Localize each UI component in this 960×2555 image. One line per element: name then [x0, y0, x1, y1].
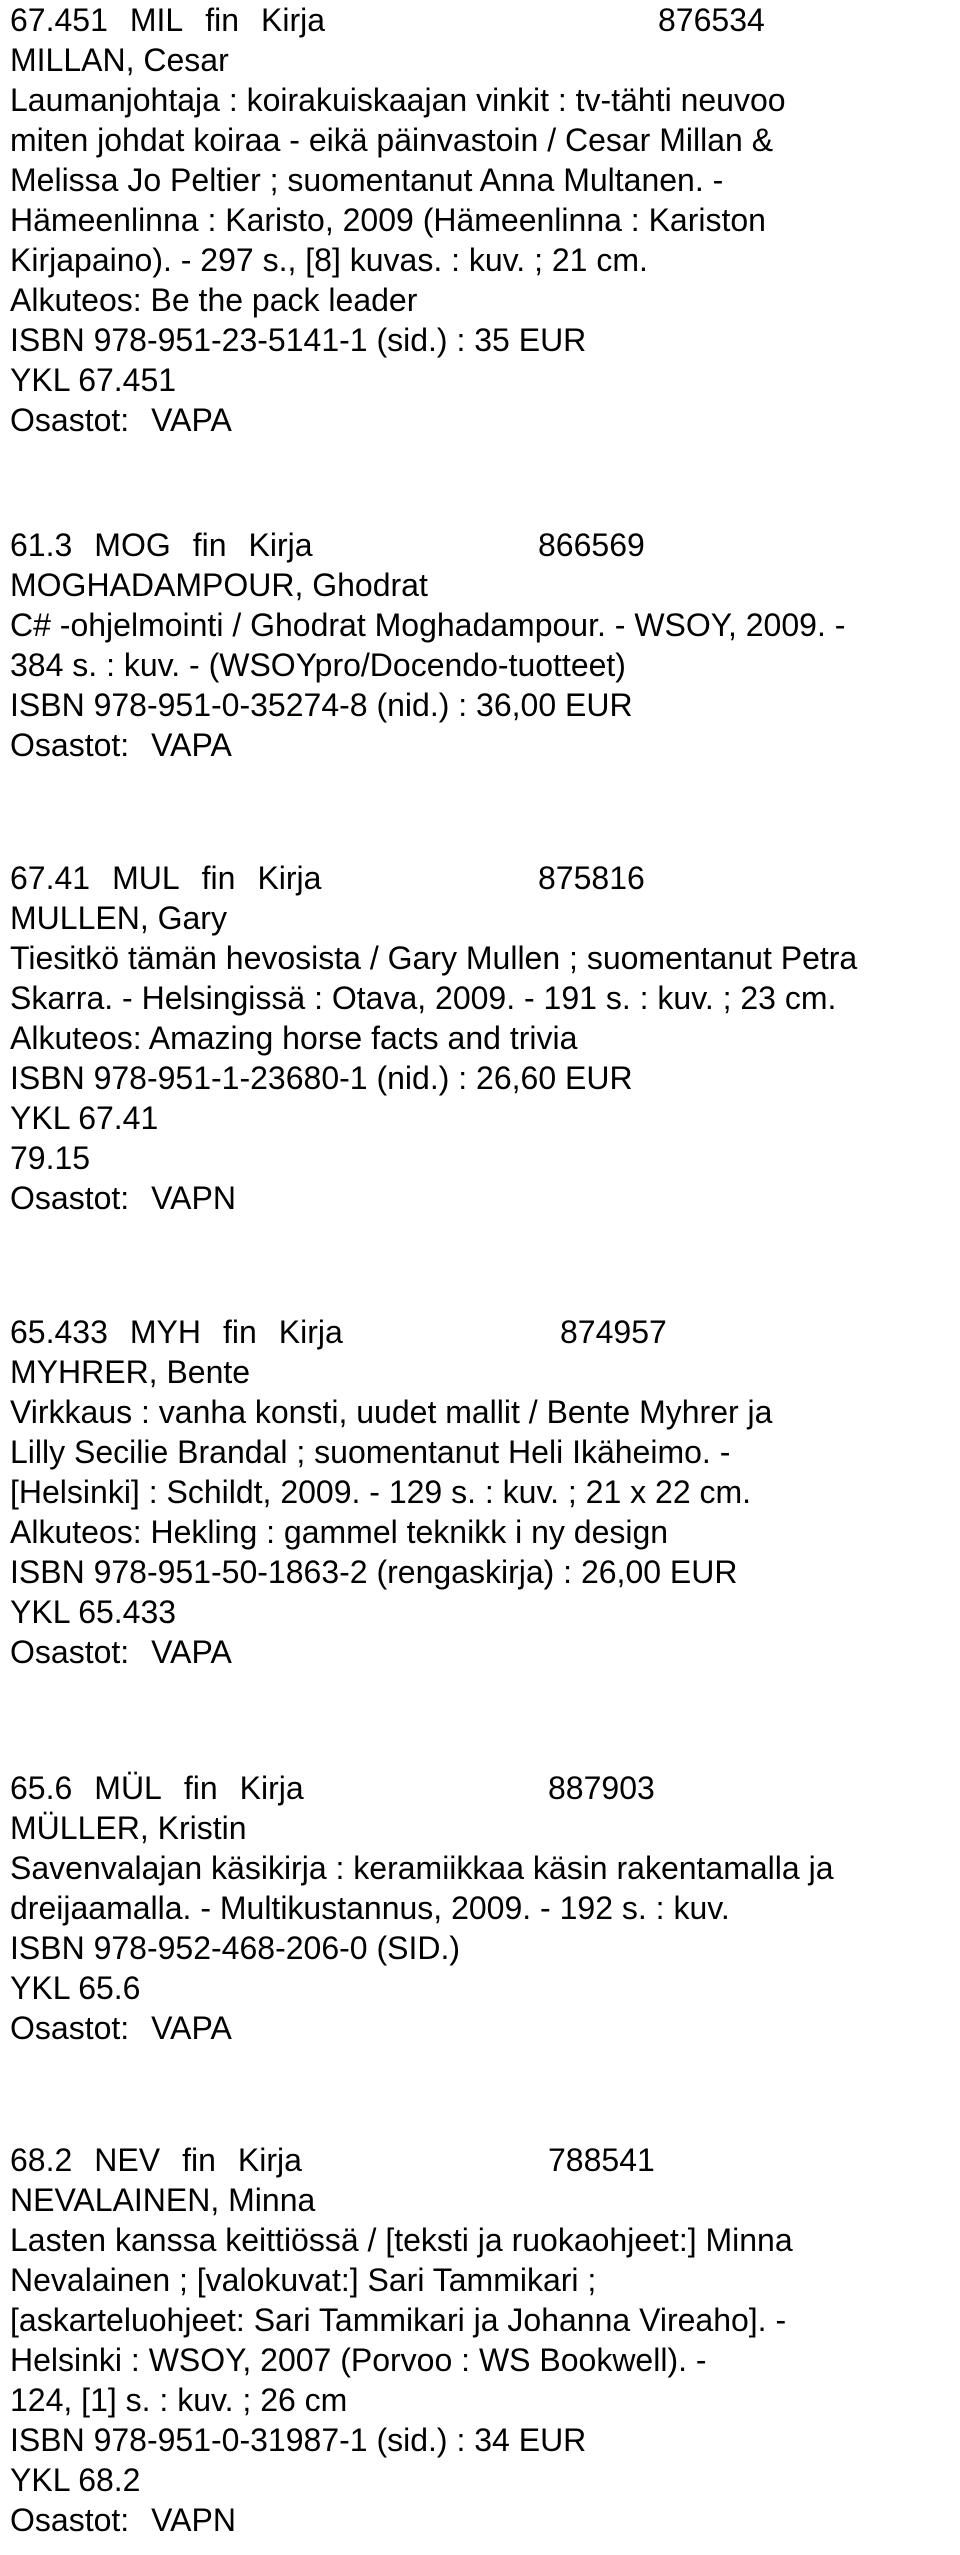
entry-code: MIL	[129, 2, 184, 38]
entry-language: fin	[222, 1314, 257, 1350]
entry-body-line: ISBN 978-951-1-23680-1 (nid.) : 26,60 EUR	[10, 1060, 633, 1096]
entry-body-line: Virkkaus : vanha konsti, uudet mallit / Bente Myhrer ja	[10, 1394, 773, 1430]
entry-body-line: Lasten kanssa keittiössä / [teksti ja ruokaohjeet:] Minna	[10, 2222, 793, 2258]
holdings-label: Osastot:	[10, 727, 130, 763]
entry-body-line: YKL 67.41	[10, 1100, 159, 1136]
entry-body-line: Melissa Jo Peltier ; suomentanut Anna Multanen. -	[10, 162, 724, 198]
catalog-entry	[10, 858, 950, 1218]
entry-holdings	[10, 2500, 950, 2540]
entry-language: fin	[205, 2, 240, 38]
holdings-value: VAPA	[151, 402, 232, 438]
entry-language: fin	[183, 1770, 218, 1806]
entry-holdings	[10, 1178, 950, 1218]
entry-code: MYH	[129, 1314, 201, 1350]
entry-heading-left	[10, 858, 321, 898]
catalog-entry	[10, 2140, 950, 2540]
entry-class: 65.433	[10, 1314, 108, 1350]
entry-heading	[10, 0, 950, 40]
entry-body-line: Hämeenlinna : Karisto, 2009 (Hämeenlinna : Kariston	[10, 202, 766, 238]
entry-type: Kirja	[239, 1770, 304, 1806]
catalog-entry	[10, 1312, 950, 1672]
entry-heading-left	[10, 525, 313, 565]
entry-body-line: Kirjapaino). - 297 s., [8] kuvas. : kuv. ; 21 cm.	[10, 242, 648, 278]
entry-body-line: ISBN 978-951-0-35274-8 (nid.) : 36,00 EUR	[10, 687, 633, 723]
entry-body-line: ISBN 978-951-0-31987-1 (sid.) : 34 EUR	[10, 2422, 587, 2458]
entry-language: fin	[182, 2142, 216, 2178]
entry-code: MÜL	[94, 1770, 162, 1806]
entry-body-line: Savenvalajan käsikirja : keramiikkaa käsin rakentamalla ja	[10, 1850, 834, 1886]
entry-body-line: Lilly Secilie Brandal ; suomentanut Heli Ikäheimo. -	[10, 1434, 731, 1470]
catalog-entry	[10, 525, 950, 765]
entry-author: MULLEN, Gary	[10, 900, 227, 936]
holdings-label: Osastot:	[10, 1634, 130, 1670]
entry-code: NEV	[94, 2142, 161, 2178]
holdings-value: VAPA	[151, 727, 232, 763]
entry-body-line: miten johdat koiraa - eikä päinvastoin / Cesar Millan &	[10, 122, 774, 158]
entry-heading	[10, 1768, 950, 1808]
entry-class: 65.6	[10, 1770, 73, 1806]
entry-body-line: YKL 65.433	[10, 1594, 177, 1630]
entry-language: fin	[192, 527, 227, 563]
entry-body-line: [askarteluohjeet: Sari Tammikari ja Johanna Vireaho]. -	[10, 2302, 787, 2338]
entry-body-line: [Helsinki] : Schildt, 2009. - 129 s. : kuv. ; 21 x 22 cm.	[10, 1474, 752, 1510]
entry-type: Kirja	[257, 860, 322, 896]
entry-type: Kirja	[261, 2, 326, 38]
entry-body-line: Skarra. - Helsingissä : Otava, 2009. - 191 s. : kuv. ; 23 cm.	[10, 980, 837, 1016]
entry-heading	[10, 1312, 950, 1352]
entry-type: Kirja	[237, 2142, 302, 2178]
entry-body-line: Helsinki : WSOY, 2007 (Porvoo : WS Bookwell). -	[10, 2342, 707, 2378]
entry-heading	[10, 2140, 950, 2180]
holdings-value: VAPN	[151, 1180, 236, 1216]
entry-body-line: ISBN 978-952-468-206-0 (SID.)	[10, 1930, 460, 1966]
entry-body-line: ISBN 978-951-50-1863-2 (rengaskirja) : 26,00 EUR	[10, 1554, 738, 1590]
entry-holdings	[10, 725, 950, 765]
entry-author: MILLAN, Cesar	[10, 42, 229, 78]
entry-language: fin	[201, 860, 236, 896]
entry-class: 67.41	[10, 860, 91, 896]
entry-heading-left	[10, 1768, 304, 1808]
entry-id: 876534	[658, 2, 765, 38]
entry-code: MUL	[112, 860, 180, 896]
entry-id: 887903	[548, 1770, 655, 1806]
entry-body-line: Alkuteos: Amazing horse facts and trivia	[10, 1020, 578, 1056]
entry-author: MOGHADAMPOUR, Ghodrat	[10, 567, 428, 603]
entry-type: Kirja	[278, 1314, 343, 1350]
entry-body-line: dreijaamalla. - Multikustannus, 2009. - 192 s. : kuv.	[10, 1890, 730, 1926]
entry-holdings	[10, 2008, 950, 2048]
entry-heading-left	[10, 2140, 302, 2180]
entry-class: 67.451	[10, 2, 108, 38]
holdings-value: VAPA	[151, 1634, 232, 1670]
holdings-label: Osastot:	[10, 402, 130, 438]
entry-id: 788541	[548, 2142, 655, 2178]
entry-type: Kirja	[248, 527, 313, 563]
entry-author: NEVALAINEN, Minna	[10, 2182, 316, 2218]
holdings-value: VAPN	[151, 2502, 236, 2538]
holdings-label: Osastot:	[10, 2502, 130, 2538]
entry-body-line: 384 s. : kuv. - (WSOYpro/Docendo-tuotteet)	[10, 647, 626, 683]
entry-body-line: Nevalainen ; [valokuvat:] Sari Tammikari ;	[10, 2262, 597, 2298]
entry-body-line: Alkuteos: Be the pack leader	[10, 282, 418, 318]
catalog-entry	[10, 1768, 950, 2048]
entry-body-line: YKL 68.2	[10, 2462, 141, 2498]
entry-author: MÜLLER, Kristin	[10, 1810, 247, 1846]
entry-body-line: C# -ohjelmointi / Ghodrat Moghadampour. - WSOY, 2009. -	[10, 607, 846, 643]
catalog-entry	[10, 0, 950, 440]
entry-body-line: Laumanjohtaja : koirakuiskaajan vinkit : tv-tähti neuvoo	[10, 82, 786, 118]
entry-body-line: YKL 65.6	[10, 1970, 141, 2006]
entry-holdings	[10, 1632, 950, 1672]
entry-id: 866569	[538, 527, 645, 563]
entry-code: MOG	[94, 527, 171, 563]
entry-id: 875816	[538, 860, 645, 896]
entry-body-line: Tiesitkö tämän hevosista / Gary Mullen ; suomentanut Petra	[10, 940, 858, 976]
entry-id: 874957	[560, 1314, 667, 1350]
entry-body-line: Alkuteos: Hekling : gammel teknikk i ny design	[10, 1514, 669, 1550]
holdings-label: Osastot:	[10, 2010, 130, 2046]
entry-holdings	[10, 400, 950, 440]
entry-heading-left	[10, 0, 325, 40]
entry-body-line: 79.15	[10, 1140, 91, 1176]
holdings-label: Osastot:	[10, 1180, 130, 1216]
entry-body-line: ISBN 978-951-23-5141-1 (sid.) : 35 EUR	[10, 322, 587, 358]
entry-class: 61.3	[10, 527, 73, 563]
entry-author: MYHRER, Bente	[10, 1354, 251, 1390]
entry-heading	[10, 525, 950, 565]
entry-heading	[10, 858, 950, 898]
entry-class: 68.2	[10, 2142, 73, 2178]
entry-heading-left	[10, 1312, 343, 1352]
entry-body-line: YKL 67.451	[10, 362, 177, 398]
entry-body-line: 124, [1] s. : kuv. ; 26 cm	[10, 2382, 348, 2418]
holdings-value: VAPA	[151, 2010, 232, 2046]
